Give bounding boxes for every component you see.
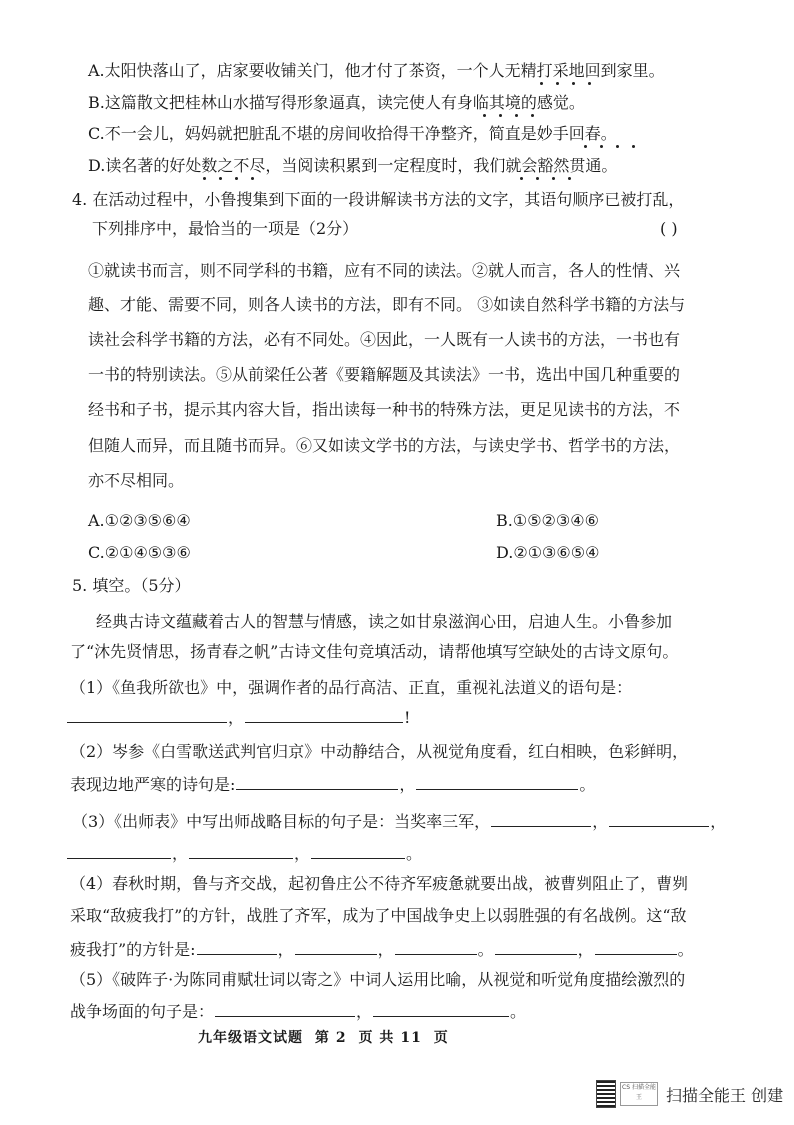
q3-option-b: B.这篇散文把桂林山水描写得形象逼真，读完使人有身临其境的感觉。 xyxy=(88,93,585,112)
answer-blank[interactable] xyxy=(67,842,171,859)
answer-blank[interactable] xyxy=(295,938,377,955)
q4-passage-line: 亦不尽相同。 xyxy=(88,471,185,490)
q5-item4-answer: 疲我打”的方针是: ， ， 。 ， 。 xyxy=(70,940,694,959)
answer-blank[interactable] xyxy=(609,810,709,827)
q4-passage-line: 读社会科学书籍的方法，必有不同处。④因此，一人既有一人读书的方法，一书也有 xyxy=(88,330,681,349)
answer-blank[interactable] xyxy=(311,842,405,859)
answer-blank[interactable] xyxy=(245,706,403,723)
answer-blank[interactable] xyxy=(373,1000,509,1017)
answer-blank[interactable] xyxy=(491,810,591,827)
exam-title: 九年级语文试题 xyxy=(198,1030,303,1046)
q5-item1-prompt: （1）《鱼我所欲也》中，强调作者的品行高洁、正直，重视礼法道义的语句是： xyxy=(70,678,633,697)
q4-passage-line: 一书的特别读法。⑤从前梁任公著《要籍解题及其读法》一书，选出中国几种重要的 xyxy=(88,365,681,384)
q4-passage-line: 经书和子书，提示其内容大旨，指出读每一种书的特殊方法，更足见读书的方法，不 xyxy=(88,400,681,419)
answer-blank[interactable] xyxy=(67,706,227,723)
answer-blank[interactable] xyxy=(215,1000,355,1017)
scanner-watermark xyxy=(596,1080,783,1108)
answer-blank[interactable] xyxy=(189,842,293,859)
q5-item5-answer: 战争场面的句子是： ， 。 xyxy=(70,1002,527,1021)
q5-title: 5. 填空。（5分） xyxy=(72,576,191,595)
q5-intro-line2: 了“沐先贤情思，扬青春之帆”古诗文佳句竞填活动，请帮他填写空缺处的古诗文原句。 xyxy=(70,642,679,661)
q4-answer-paren: ( ) xyxy=(660,219,678,238)
watermark-text: 扫描全能王 创建 xyxy=(666,1085,784,1105)
q3-option-d: D.读名著的好处数之不尽，当阅读积累到一定程度时，我们就会豁然贯通。 xyxy=(88,156,618,175)
q4-stem-line1: 4. 在活动过程中，小鲁搜集到下面的一段讲解读书方法的文字，其语句顺序已被打乱， xyxy=(72,190,685,209)
scanner-logo: CS 扫描全能王 xyxy=(620,1082,658,1106)
q5-item5-line1: （5）《破阵子·为陈同甫赋壮词以寄之》中词人运用比喻，从视觉和听觉角度描绘激烈的 xyxy=(70,970,686,989)
q4-option-b: B.①⑤②③④⑥ xyxy=(496,511,599,530)
q4-passage-line: 趣、才能、需要不同，则各人读书的方法，即有不同。 ③如读自然科学书籍的方法与 xyxy=(88,295,686,314)
page-total: 11 xyxy=(400,1030,422,1046)
q5-intro-line1: 经典古诗文蕴藏着古人的智慧与情感，读之如甘泉滋润心田，启迪人生。小鲁参加 xyxy=(96,612,673,631)
exclamation-mark: ! xyxy=(404,708,411,727)
page-number: 2 xyxy=(335,1030,347,1046)
q5-item4-line2: 采取“敌疲我打”的方针，战胜了齐军，成为了中国战争史上以弱胜强的有名战例。这“敌 xyxy=(70,906,687,925)
answer-blank[interactable] xyxy=(236,773,398,790)
qr-code-icon xyxy=(596,1080,616,1108)
q4-passage-line: ①就读书而言，则不同学科的书籍，应有不同的读法。②就人而言，各人的性情、兴 xyxy=(88,261,681,280)
answer-blank[interactable] xyxy=(595,938,677,955)
page-footer: 九年级语文试题 第 2 页 共 11 页 xyxy=(198,1030,449,1046)
q4-stem-line2: 下列排序中，最恰当的一项是（2分） xyxy=(92,219,359,238)
answer-blank[interactable] xyxy=(416,773,578,790)
answer-blank[interactable] xyxy=(197,938,277,955)
answer-blank[interactable] xyxy=(395,938,477,955)
q5-item3-answer: ， ， 。 xyxy=(66,842,422,864)
q4-passage-line: 但随人而异，而且随书而异。⑥又如读文学书的方法，与读史学书、哲学书的方法， xyxy=(88,436,681,455)
q3-option-a: A.太阳快落山了，店家要收铺关门，他才付了茶资，一个人无精打采地回到家里。 xyxy=(88,61,665,80)
q4-option-d: D.②①③⑥⑤④ xyxy=(496,543,600,562)
q5-item2-answer: 表现边地严寒的诗句是: ， 。 xyxy=(70,775,596,794)
q4-option-c: C.②①④⑤③⑥ xyxy=(88,543,191,562)
q3-option-c: C.不一会儿，妈妈就把脏乱不堪的房间收拾得干净整齐，简直是妙手回春。 xyxy=(88,124,617,143)
q5-item1-answer: ， ! xyxy=(66,706,410,728)
q5-item2-prompt: （2）岑参《白雪歌送武判官归京》中动静结合，从视觉角度看，红白相映，色彩鲜明， xyxy=(70,742,689,761)
q5-item3-prompt: （3）《出师表》中写出师战略目标的句子是：当奖率三军， ， ， xyxy=(72,812,727,831)
q4-option-a: A.①②③⑤⑥④ xyxy=(88,511,191,530)
answer-blank[interactable] xyxy=(495,938,577,955)
q5-item4-line1: （4）春秋时期，鲁与齐交战，起初鲁庄公不待齐军疲惫就要出战，被曹刿阻止了，曹刿 xyxy=(70,874,689,893)
